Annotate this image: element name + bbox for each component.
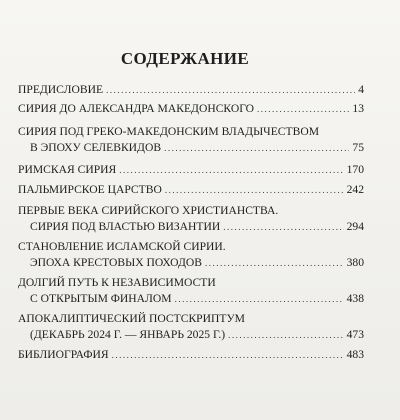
toc-entry-label-cont: С ОТКРЫТЫМ ФИНАЛОМ — [30, 292, 172, 305]
toc-entry-page: 75 — [352, 141, 364, 154]
toc-entry-label: ПРЕДИСЛОВИЕ — [18, 83, 104, 96]
toc-entry-postscript — [18, 311, 364, 343]
toc-entry-label-cont: (ДЕКАБРЬ 2024 Г. — ЯНВАРЬ 2025 Г.) — [30, 328, 226, 341]
toc-entry-page: 13 — [352, 102, 364, 115]
toc-entry-label-cont: В ЭПОХУ СЕЛЕВКИДОВ — [30, 141, 162, 154]
toc-entry-page: 4 — [358, 83, 364, 96]
dot-leader — [205, 255, 344, 271]
dot-leader — [164, 140, 349, 156]
toc-entry-label: СИРИЯ ДО АЛЕКСАНДРА МАКЕДОНСКОГО — [18, 102, 255, 115]
toc-entry-label: РИМСКАЯ СИРИЯ — [18, 163, 117, 176]
toc-entry-label: ПЕРВЫЕ ВЕКА СИРИЙСКОГО ХРИСТИАНСТВА. — [18, 204, 279, 217]
toc-entry-label: ДОЛГИЙ ПУТЬ К НЕЗАВИСИМОСТИ — [18, 276, 216, 289]
dot-leader — [119, 162, 343, 178]
toc-entry-bibliography — [18, 347, 364, 363]
toc-entry-page: 294 — [346, 220, 364, 233]
toc-entry-seleucids — [18, 124, 364, 156]
toc-entry-preface — [18, 82, 364, 98]
dot-leader — [223, 219, 343, 235]
toc-entry-label: СТАНОВЛЕНИЕ ИСЛАМСКОЙ СИРИИ. — [18, 240, 226, 253]
toc-entry-page: 473 — [346, 328, 364, 341]
toc-entry-label: СИРИЯ ПОД ГРЕКО-МАКЕДОНСКИМ ВЛАДЫЧЕСТВОМ — [18, 125, 320, 138]
toc-title: СОДЕРЖАНИЕ — [120, 49, 250, 68]
toc-entry-page: 242 — [346, 183, 364, 196]
toc-entry-palmyra — [18, 182, 364, 198]
dot-leader — [112, 347, 344, 363]
toc-entry-label-cont: ЭПОХА КРЕСТОВЫХ ПОХОДОВ — [30, 256, 202, 269]
dot-leader — [257, 101, 349, 117]
toc-entry-label-cont: СИРИЯ ПОД ВЛАСТЬЮ ВИЗАНТИИ — [30, 220, 221, 233]
toc-entry-roman-syria — [18, 162, 364, 178]
toc-entry-christianity — [18, 203, 364, 235]
toc-entry-page: 170 — [346, 163, 364, 176]
toc-entry-page: 483 — [346, 348, 364, 361]
dot-leader — [165, 182, 344, 198]
toc-entry-page: 438 — [346, 292, 364, 305]
dot-leader — [106, 82, 355, 98]
toc-entry-label: ПАЛЬМИРСКОЕ ЦАРСТВО — [18, 183, 162, 196]
dot-leader — [175, 291, 344, 307]
toc-entry-islamic-syria — [18, 239, 364, 271]
toc-entry-pre-alexander — [18, 101, 364, 117]
toc-entry-label: АПОКАЛИПТИЧЕСКИЙ ПОСТСКРИПТУМ — [18, 312, 245, 325]
toc-entry-label: БИБЛИОГРАФИЯ — [18, 348, 109, 361]
dot-leader — [228, 327, 343, 343]
toc-entry-page: 380 — [346, 256, 364, 269]
toc-entry-independence — [18, 275, 364, 307]
